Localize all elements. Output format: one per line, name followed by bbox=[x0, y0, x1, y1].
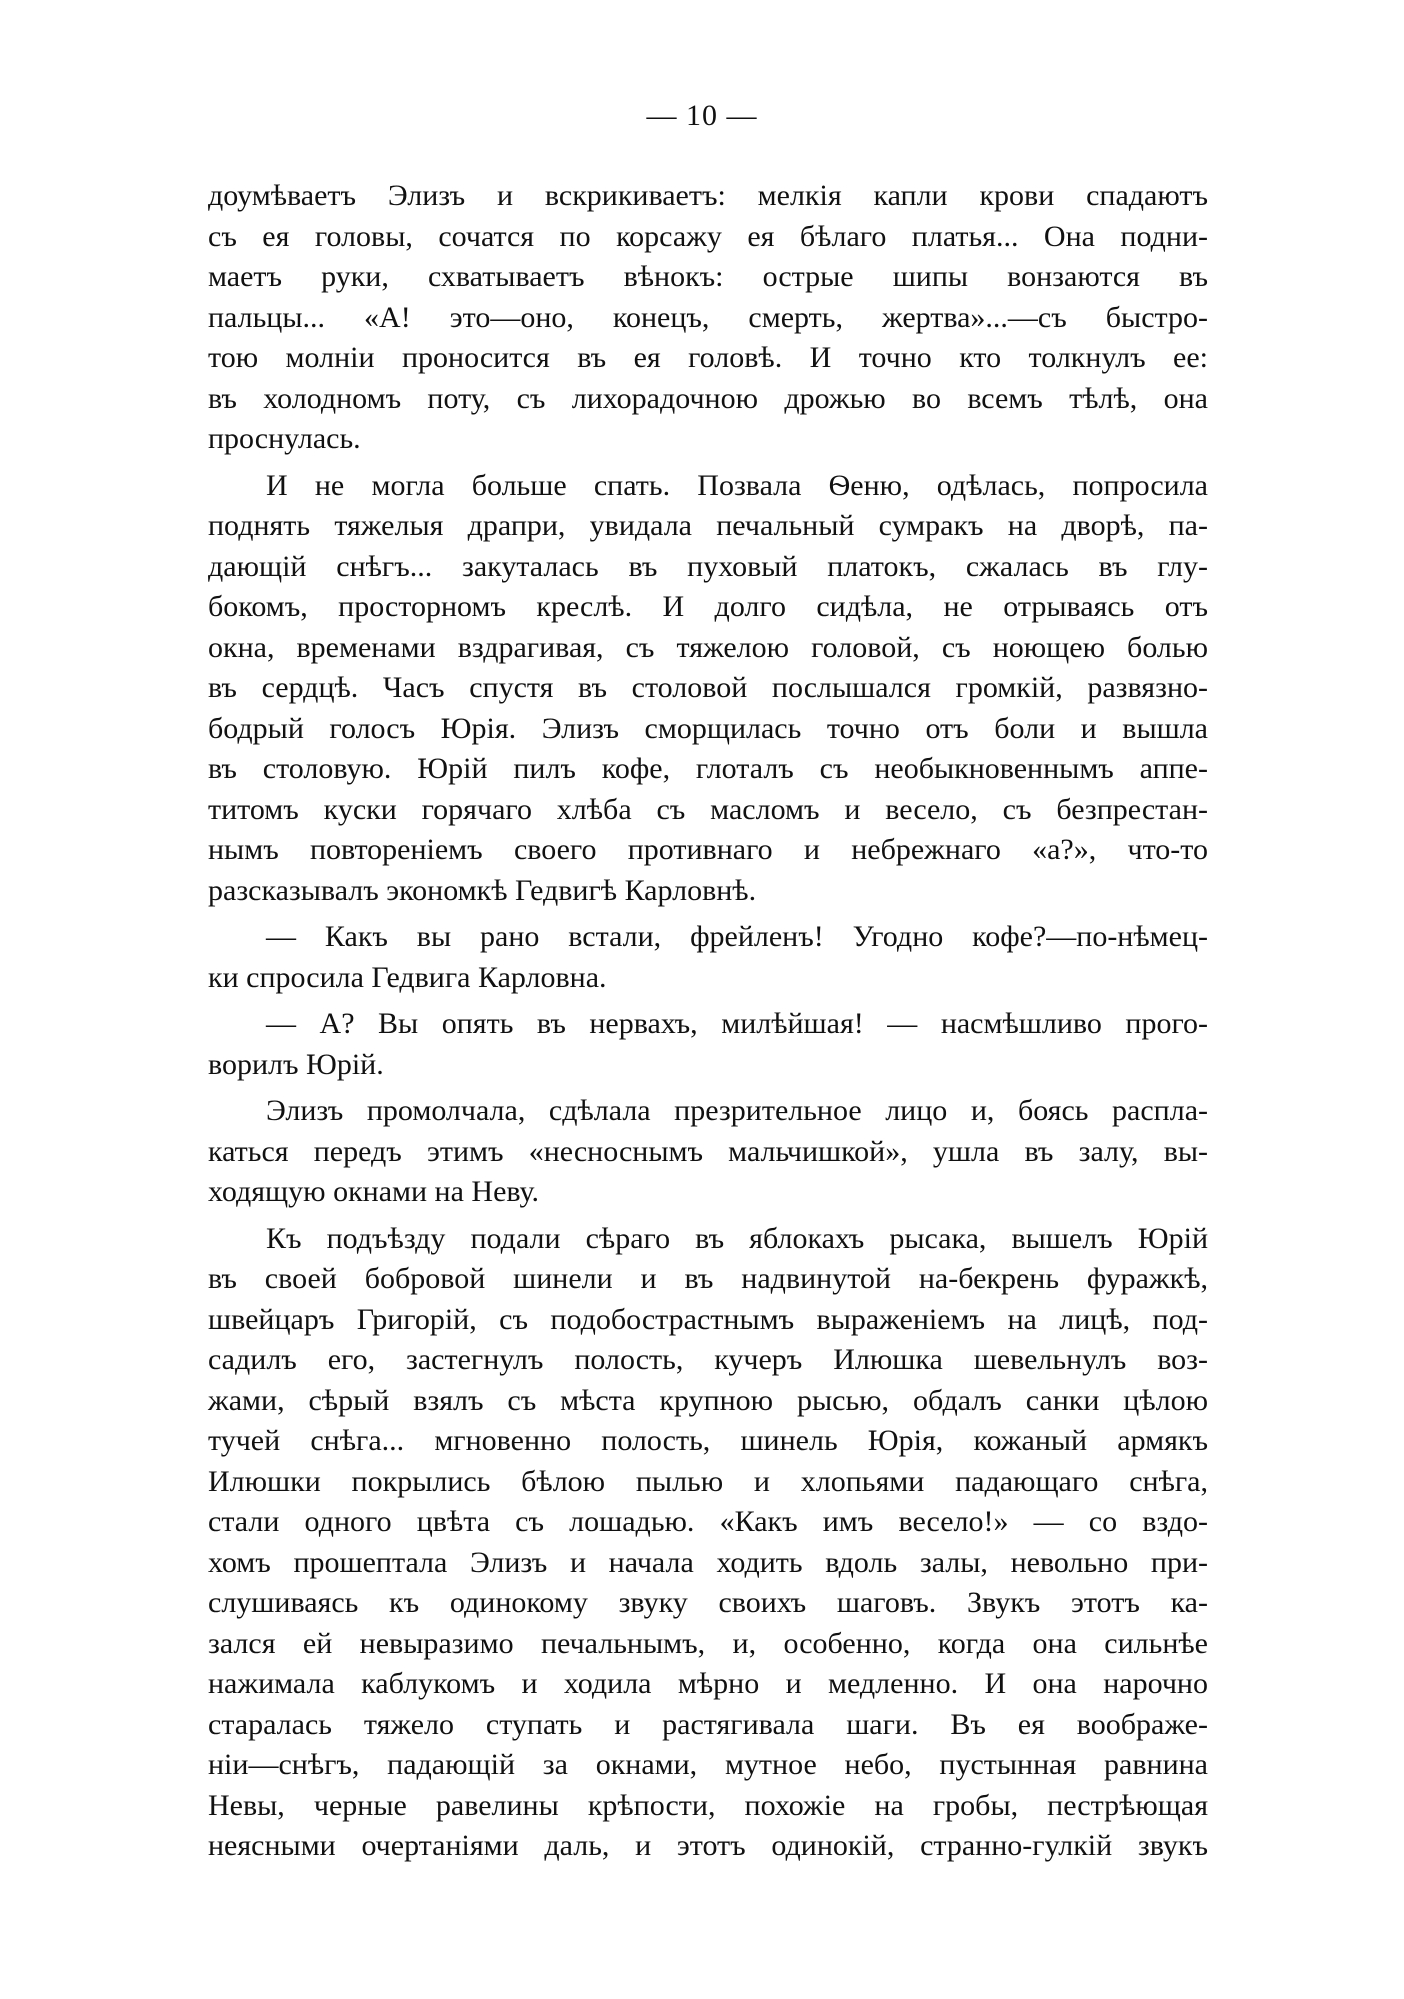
text-line: поднять тяжелыя драпри, увидала печальный сумракъ на дворѣ, па- bbox=[208, 509, 1208, 542]
text-line: садилъ его, застегнулъ полость, кучеръ Илюшка шевельнулъ воз- bbox=[208, 1343, 1208, 1376]
text-line: бодрый голосъ Юрія. Элизъ сморщилась точно отъ боли и вышла bbox=[208, 711, 1208, 745]
text-line: пальцы... «А! это—оно, конецъ, смерть, жертва»...—съ быстро- bbox=[208, 300, 1208, 334]
text-line: тучей снѣга... мгновенно полость, шинель Юрія, кожаный армякъ bbox=[208, 1424, 1208, 1457]
text-line: дающій снѣгъ... закуталась въ пуховый платокъ, сжалась въ глу- bbox=[208, 549, 1208, 583]
text-line: стали одного цвѣта съ лошадью. «Какъ имъ весело!» — со вздо- bbox=[208, 1505, 1208, 1538]
text-line: бокомъ, просторномъ креслѣ. И долго сидѣла, не отрываясь отъ bbox=[208, 590, 1208, 623]
page-number: — 10 — bbox=[646, 99, 758, 132]
text-line: разсказывалъ экономкѣ Гедвигѣ Карловнѣ. bbox=[208, 873, 757, 907]
text-line: неясными очертаніями даль, и этотъ одинокій, странно-гулкій звукъ bbox=[208, 1829, 1208, 1862]
text-line: окна, временами вздрагивая, съ тяжелою головой, съ ноющею болью bbox=[208, 630, 1208, 664]
text-line: маетъ руки, схватываетъ вѣнокъ: острые шипы вонзаются въ bbox=[208, 260, 1208, 293]
text-line: въ своей бобровой шинели и въ надвинутой на-бекрень фуражкѣ, bbox=[208, 1262, 1208, 1295]
text-line: проснулась. bbox=[208, 422, 361, 455]
text-line: зался ей невыразимо печальнымъ, и, особенно, когда она сильнѣе bbox=[208, 1626, 1208, 1660]
text-line: жами, сѣрый взялъ съ мѣста крупною рысью, обдалъ санки цѣлою bbox=[208, 1383, 1208, 1417]
text-line: нажимала каблукомъ и ходила мѣрно и медленно. И она нарочно bbox=[208, 1667, 1208, 1700]
text-line: хомъ прошептала Элизъ и начала ходить вдоль залы, невольно при- bbox=[208, 1545, 1208, 1579]
text-line: Къ подъѣзду подали сѣраго въ яблокахъ рысака, вышелъ Юрій bbox=[266, 1221, 1208, 1255]
body-text bbox=[208, 176, 1208, 1867]
text-line: ворилъ Юрій. bbox=[208, 1047, 384, 1081]
text-line: Невы, черные равелины крѣпости, похожіе на гробы, пестрѣющая bbox=[208, 1788, 1208, 1822]
text-line: нымъ повтореніемъ своего противнаго и небрежнаго «а?», что-то bbox=[208, 833, 1208, 866]
text-line: каться передъ этимъ «несноснымъ мальчишкой», ушла въ залу, вы- bbox=[208, 1134, 1208, 1168]
text-line: доумѣваетъ Элизъ и вскрикиваетъ: мелкія капли крови спадаютъ bbox=[208, 179, 1208, 212]
text-line: швейцаръ Григорій, съ подобострастнымъ выраженіемъ на лицѣ, под- bbox=[208, 1302, 1208, 1336]
text-line: ки спросила Гедвига Карловна. bbox=[208, 960, 607, 994]
text-line: въ столовую. Юрій пилъ кофе, глоталъ съ необыкновеннымъ аппе- bbox=[208, 752, 1208, 785]
text-line: въ холодномъ поту, съ лихорадочною дрожью во всемъ тѣлѣ, она bbox=[208, 381, 1208, 415]
text-line: Элизъ промолчала, сдѣлала презрительное лицо и, боясь распла- bbox=[266, 1094, 1208, 1127]
text-line: И не могла больше спать. Позвала Ѳеню, одѣлась, попросила bbox=[266, 468, 1208, 502]
text-line: слушиваясь къ одинокому звуку своихъ шаговъ. Звукъ этотъ ка- bbox=[208, 1586, 1208, 1619]
text-line: — Какъ вы рано встали, фрейленъ! Угодно кофе?—по-нѣмец- bbox=[266, 920, 1208, 953]
text-line: старалась тяжело ступать и растягивала шаги. Въ ея воображе- bbox=[208, 1707, 1208, 1741]
text-line: съ ея головы, сочатся по корсажу ея бѣлаго платья... Она подни- bbox=[208, 219, 1208, 253]
text-line: тою молніи проносится въ ея головѣ. И точно кто толкнулъ ее: bbox=[208, 341, 1208, 374]
text-line: — А? Вы опять въ нервахъ, милѣйшая! — насмѣшливо прого- bbox=[266, 1007, 1208, 1040]
text-line: ніи—снѣгъ, падающій за окнами, мутное небо, пустынная равнина bbox=[208, 1748, 1208, 1781]
text-line: Илюшки покрылись бѣлою пылью и хлопьями падающаго снѣга, bbox=[208, 1464, 1208, 1498]
text-line: въ сердцѣ. Часъ спустя въ столовой послышался громкій, развязно- bbox=[208, 671, 1208, 704]
text-line: ходящую окнами на Неву. bbox=[208, 1175, 540, 1208]
text-line: титомъ куски горячаго хлѣба съ масломъ и весело, съ безпрестан- bbox=[208, 792, 1208, 826]
